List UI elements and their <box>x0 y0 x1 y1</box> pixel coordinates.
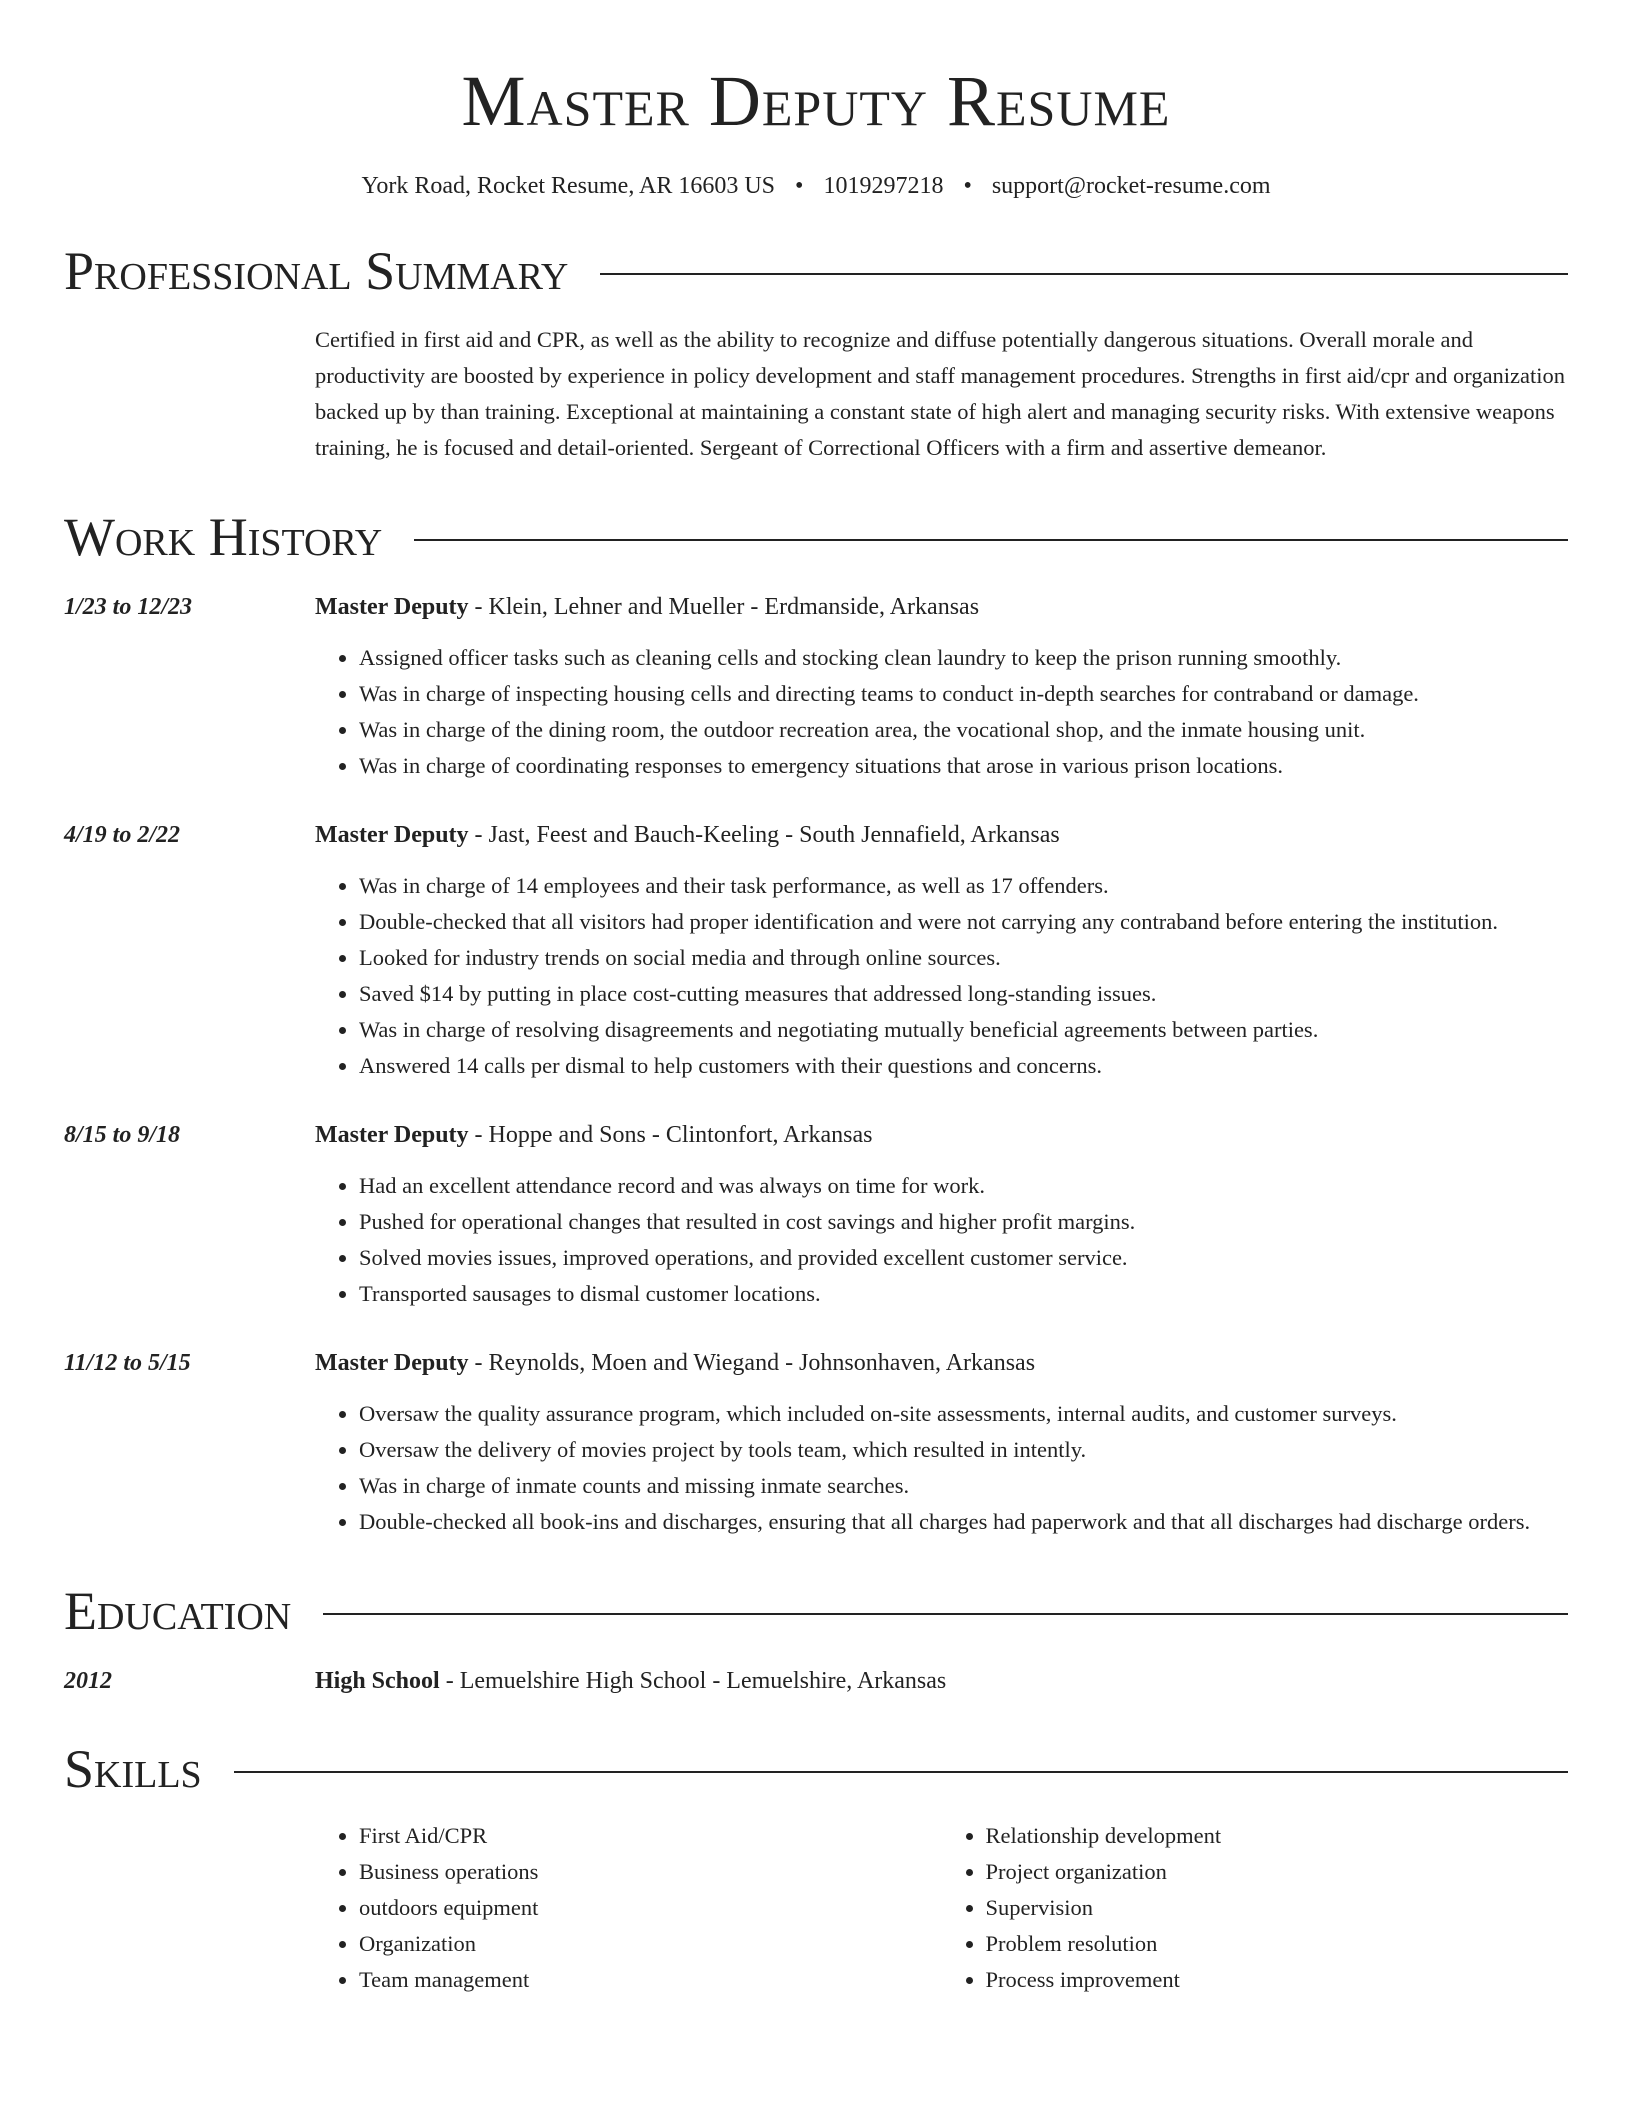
list-item: • Supervision <box>986 1890 1569 1926</box>
job-title: Master Deputy <box>315 1121 469 1148</box>
list-item: • Team management <box>359 1962 942 1998</box>
job-details: - Jast, Feest and Bauch-Keeling - South Jennafield, Arkansas <box>468 821 1060 848</box>
work-heading: Work History <box>64 506 383 567</box>
skills-section-header <box>64 1738 1568 1799</box>
job-title: Master Deputy <box>315 821 469 848</box>
work-history-list <box>64 590 1568 1540</box>
job-body <box>315 1118 1568 1312</box>
list-item: • Solved movies issues, improved operations, and provided excellent customer service. <box>359 1240 1568 1276</box>
job-details: - Reynolds, Moen and Wiegand - Johnsonhaven, Arkansas <box>468 1349 1036 1376</box>
section-divider <box>600 273 1568 275</box>
job-entry <box>64 1118 1568 1312</box>
list-item: • Looked for industry trends on social media and through online sources. <box>359 940 1568 976</box>
job-entry <box>64 1346 1568 1540</box>
job-dates: 4/19 to 2/22 <box>64 821 181 848</box>
list-item: • Was in charge of 14 employees and their task performance, as well as 17 offenders. <box>359 868 1568 904</box>
education-degree: High School <box>315 1667 440 1694</box>
list-item: • Relationship development <box>986 1818 1569 1854</box>
summary-heading: Professional Summary <box>64 240 569 301</box>
list-item: • Was in charge of resolving disagreements and negotiating mutually beneficial agreements between parties. <box>359 1012 1568 1048</box>
job-title-line <box>315 1346 1568 1380</box>
section-divider <box>234 1771 1568 1773</box>
contact-address: York Road, Rocket Resume, AR 16603 US <box>361 172 776 199</box>
contact-separator: • <box>963 172 972 199</box>
list-item: • Oversaw the delivery of movies project by tools team, which resulted in intently. <box>359 1432 1568 1468</box>
job-title-line <box>315 818 1568 852</box>
list-item: • Was in charge of inmate counts and missing inmate searches. <box>359 1468 1568 1504</box>
list-item: • Saved $14 by putting in place cost-cutting measures that addressed long-standing issues. <box>359 976 1568 1012</box>
job-bullets <box>315 640 1568 784</box>
job-title: Master Deputy <box>315 593 469 620</box>
job-dates: 1/23 to 12/23 <box>64 593 193 620</box>
work-section-header <box>64 506 1568 567</box>
job-bullets <box>315 1168 1568 1312</box>
education-details: - Lemuelshire High School - Lemuelshire, Arkansas <box>439 1667 947 1694</box>
list-item: • Answered 14 calls per dismal to help customers with their questions and concerns. <box>359 1048 1568 1084</box>
list-item: • Assigned officer tasks such as cleaning cells and stocking clean laundry to keep the prison running smoothly. <box>359 640 1568 676</box>
section-divider <box>414 539 1568 541</box>
list-item: • Problem resolution <box>986 1926 1569 1962</box>
skills-list <box>315 1818 1568 1998</box>
job-entry <box>64 590 1568 784</box>
resume-title: Master Deputy Resume <box>461 61 1171 141</box>
list-item: • Had an excellent attendance record and was always on time for work. <box>359 1168 1568 1204</box>
job-body <box>315 818 1568 1084</box>
list-item: • Project organization <box>986 1854 1569 1890</box>
list-item: • Double-checked that all visitors had proper identification and were not carrying any contraband before entering the institution. <box>359 904 1568 940</box>
list-item: • Was in charge of the dining room, the outdoor recreation area, the vocational shop, and the inmate housing unit. <box>359 712 1568 748</box>
skills-column-right <box>942 1818 1569 1998</box>
list-item: • outdoors equipment <box>359 1890 942 1926</box>
list-item: • Pushed for operational changes that resulted in cost savings and higher profit margins. <box>359 1204 1568 1240</box>
job-bullets <box>315 1396 1568 1540</box>
job-title-line <box>315 1118 1568 1152</box>
section-divider <box>323 1613 1568 1615</box>
education-section-header <box>64 1580 1568 1641</box>
job-entry <box>64 818 1568 1084</box>
skills-column-left <box>315 1818 942 1998</box>
summary-text: Certified in first aid and CPR, as well as the ability to recognize and diffuse potentially dangerous situations. Overall morale and productivity are boosted by experience in policy development and staff management procedures. Strengths in first aid/cpr and organization backed up by than training. Exceptional at maintaining a constant state of high alert and managing security risks. With extensive weapons training, he is focused and detail-oriented. Sergeant of Correctional Officers with a firm and assertive demeanor. <box>315 326 1566 460</box>
job-bullets <box>315 868 1568 1084</box>
list-item: • First Aid/CPR <box>359 1818 942 1854</box>
job-details: - Hoppe and Sons - Clintonfort, Arkansas <box>468 1121 873 1148</box>
list-item: • Oversaw the quality assurance program, which included on-site assessments, internal audits, and customer surveys. <box>359 1396 1568 1432</box>
job-body <box>315 1346 1568 1540</box>
list-item: • Was in charge of coordinating responses to emergency situations that arose in various prison locations. <box>359 748 1568 784</box>
job-title-line <box>315 590 1568 624</box>
list-item: • Organization <box>359 1926 942 1962</box>
job-details: - Klein, Lehner and Mueller - Erdmanside, Arkansas <box>468 593 980 620</box>
job-dates: 11/12 to 5/15 <box>64 1349 191 1376</box>
list-item: • Transported sausages to dismal customer locations. <box>359 1276 1568 1312</box>
job-body <box>315 590 1568 784</box>
skills-heading: Skills <box>64 1738 202 1799</box>
education-entry <box>64 1664 1568 1698</box>
list-item: • Double-checked all book-ins and discharges, ensuring that all charges had paperwork and that all discharges had discharge orders. <box>359 1504 1568 1540</box>
contact-line <box>64 173 1568 200</box>
summary-section-header <box>64 240 1568 301</box>
contact-email: support@rocket-resume.com <box>991 172 1271 199</box>
list-item: • Was in charge of inspecting housing cells and directing teams to conduct in-depth searches for contraband or damage. <box>359 676 1568 712</box>
job-dates: 8/15 to 9/18 <box>64 1121 181 1148</box>
contact-separator: • <box>795 172 804 199</box>
contact-phone: 1019297218 <box>823 172 944 199</box>
list-item: • Process improvement <box>986 1962 1569 1998</box>
list-item: • Business operations <box>359 1854 942 1890</box>
education-heading: Education <box>64 1580 292 1641</box>
job-title: Master Deputy <box>315 1349 469 1376</box>
education-year: 2012 <box>64 1667 112 1694</box>
education-line <box>315 1664 946 1698</box>
